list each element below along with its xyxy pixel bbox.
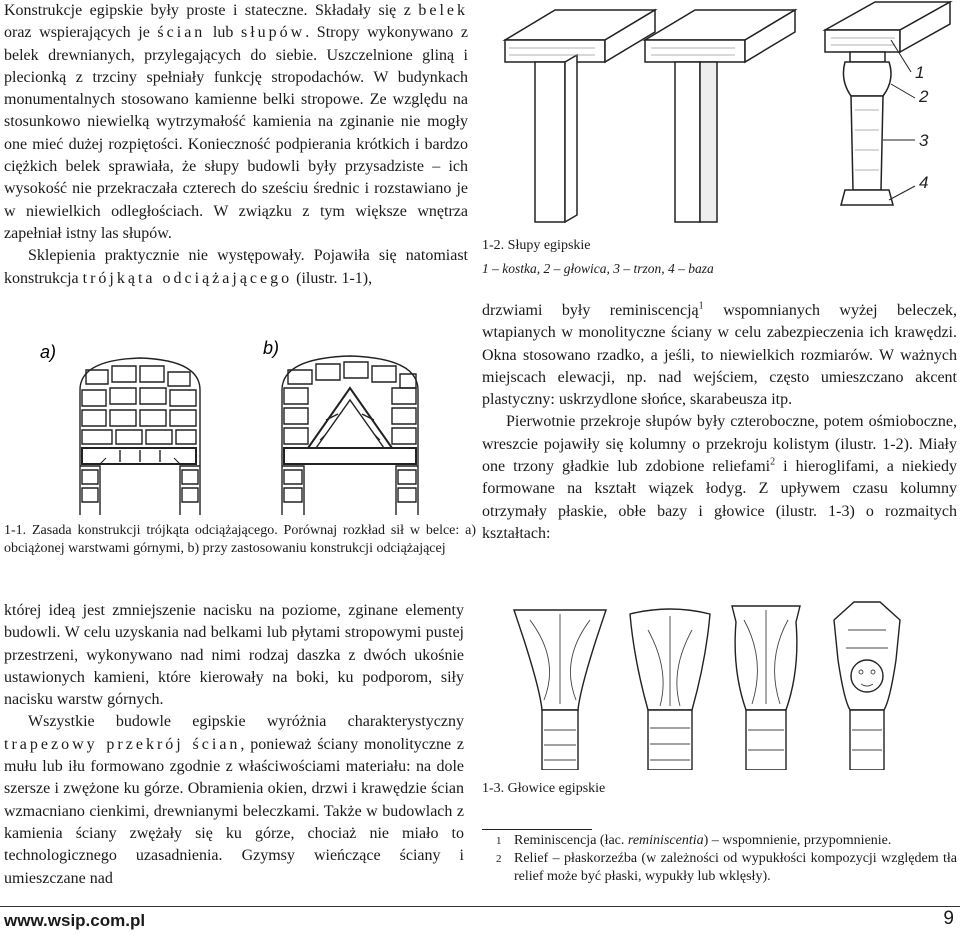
figure-1-1-relieving-triangle	[20, 330, 460, 515]
wall-b-drawing	[282, 356, 418, 515]
label-a: a)	[40, 342, 57, 362]
footnote-ref-2: 2	[770, 456, 776, 468]
footnotes	[482, 829, 957, 886]
figure-1-3-egyptian-capitals	[500, 600, 955, 770]
footnote-1: 1 Reminiscencja (łac. reminiscentia) – wspomnienie, przypomnienie.	[496, 833, 892, 848]
pillar-number-1: 1	[915, 63, 925, 82]
page-number: 9	[943, 908, 954, 929]
footer-url[interactable]: www.wsip.com.pl	[4, 911, 146, 930]
term-trapezowy: trapezowy przekrój ścian	[4, 735, 241, 753]
term-trojkata: trójkąta odciążającego	[82, 269, 293, 287]
label-b: b)	[263, 338, 280, 358]
paragraph-construction: Konstrukcje egipskie były proste i stateczne. Składały się z belek oraz wspierających je ścian lub słupów. Stropy wykonywano z belek drewnianych, przylegających do siebie. Uszczelnione gliną i plecionką z trzciny spełniały funkcję stropodachów. W budynkach monumentalnych stosowano kamienne belki stropowe. Ze względu na stosunkowo niewielką wytrzymałość kamienia na zginanie nie mogły one mieć dużej rozpiętości. Konieczność podpierania krótkich i bardzo ciężkich belek sprawiała, że słupy budowli były przysadziste – ich wysokość nie przekraczała czterech do sześciu średnic i rozstawiano je w niewielkich odległościach. W związku z tym większe wnętrza zapełniał istny las słupów.	[4, 2, 469, 242]
left-column-top	[4, 0, 468, 290]
caption-1-1: 1-1. Zasada konstrukcji trójkąta odciążającego. Porównaj rozkład sił w belce: a) obciążonej warstwami górnymi, b) przy zastosowaniu konstrukcji odciążającej	[4, 523, 476, 556]
caption-1-2-legend: 1 – kostka, 2 – głowica, 3 – trzon, 4 – baza	[482, 261, 714, 276]
right-column-text	[482, 300, 957, 545]
figure-1-2-egyptian-pillars	[495, 0, 955, 230]
term-belek: belek	[418, 2, 468, 19]
footnote-2: 2 Relief – płaskorzeźba (w zależności od wypukłości kompozycji względem tła relief może być płaski, wypukły lub wklęsły).	[496, 851, 957, 884]
term-scian: ścian	[157, 24, 206, 42]
caption-1-2	[482, 237, 952, 278]
paragraph-vaults: Sklepienia praktycznie nie występowały. Pojawiła się natomiast konstrukcja trójkąta odciążającego (ilustr. 1-1),	[4, 247, 468, 287]
paragraph-reminiscence: drzwiami były reminiscencją$^1$ wspomnianych wyżej beleczek, wtapianych w monolityczne ściany w celu zabezpieczenia ich krawędzi. Okna stosowano rzadko, a jeśli, to niewielkich rozmiarów. W ważnych miejscach elewacji, np. nad wejściem, często umieszczano akcent plastyczny: uskrzydlone słońce, skarabeusza itp.	[482, 300, 958, 409]
pillar-number-4: 4	[919, 173, 929, 192]
caption-1-3: 1-3. Głowice egipskie	[482, 781, 606, 796]
capital-4-hathor	[834, 602, 900, 710]
paragraph-trapezoid: Wszystkie budowle egipskie wyróżnia charakterystyczny trapezowy przekrój ścian, ponieważ ściany monolityczne z mułu lub iłu formowano zgodnie z właściwościami materiału: na dole szersze i zwężone ku górze. Obramienia okien, drzwi i krawędzie ścian wzmacniano cienkimi, drewnianymi beleczkami. Także w budowlach z kamienia ściany zwężały się ku górze, chociaż nie miało to technologicznego uzasadnienia. Gzymsy wieńczące ściany i umieszczane nad	[4, 713, 464, 887]
footnote-ref-1: 1	[698, 300, 704, 312]
term-slupow: słupów	[240, 24, 306, 42]
left-column-bottom	[4, 600, 464, 890]
footnote-divider	[482, 829, 592, 830]
paragraph-relieving-idea: której ideą jest zmniejszenie nacisku na poziome, zginane elementy budowli. W celu uzyskania nad belkami lub płytami stropowymi pustej przestrzeni, wykonywano nad nimi rodzaj daszka z dwóch ukośnie ustawionych kamieni, które kierowały na boki, ku podporom, siły nacisku warstw górnych.	[4, 602, 464, 709]
pillar-number-2: 2	[919, 87, 929, 106]
paragraph-cross-sections: Pierwotnie przekroje słupów były czteroboczne, potem ośmioboczne, wreszcie pojawiły się kolumny o przekroju kolistym (ilustr. 1-2). Miały one trzony gładkie lub zdobione reliefami$^2$ i hieroglifami, a niekiedy formowane na kształt wiązek łodyg. Z upływem czasu kolumny otrzymały płaskie, obłe bazy i głowice (ilustr. 1-3) o rozmaitych kształtach:	[482, 413, 957, 542]
wall-a-drawing	[80, 358, 200, 515]
pillar-number-3: 3	[919, 131, 929, 150]
caption-1-2-title: 1-2. Słupy egipskie	[482, 238, 591, 253]
footer-divider	[0, 906, 960, 907]
